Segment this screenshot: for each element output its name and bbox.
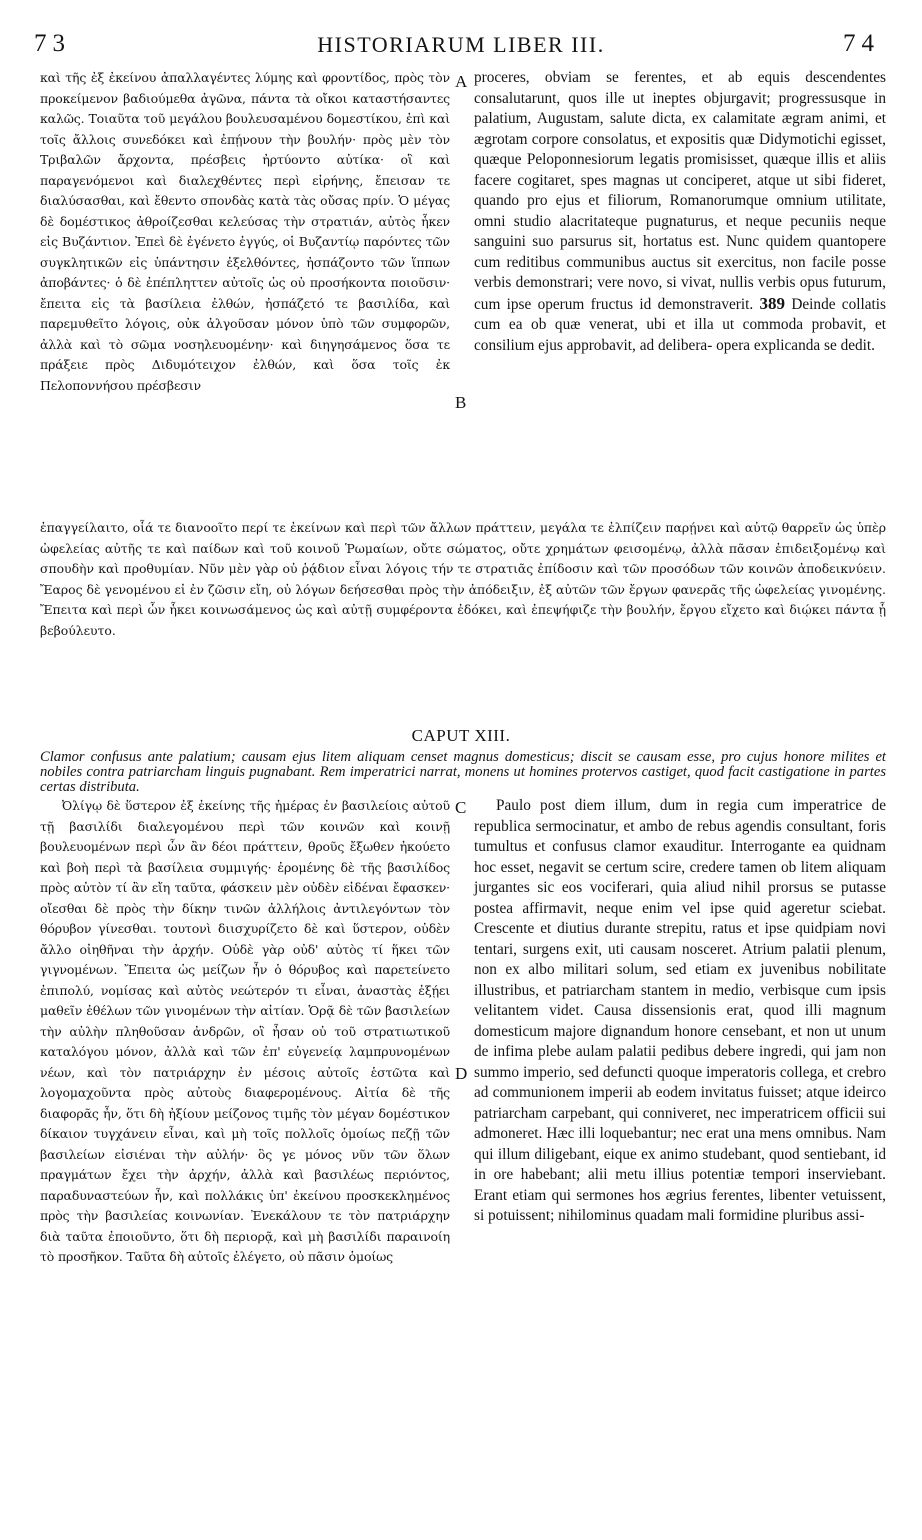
latin-text-section1-cont: Deinde collatis cum ea ob quæ venerat, ubi et illa ut commoda probavit, et consilium ejus approbavit, ad delibera- opera explicanda se dedit.: [474, 295, 886, 354]
margin-marker-a: A: [455, 72, 468, 91]
latin-text-section1: proceres, obviam se ferentes, et ab equis descendentes consalutarunt, quos ille ut ineptes objurgavit; progressusque in palatium, Augustam, salute dicta, ex calamitate ægram animi, et ægrotam corpore consolatus, et expositis quæ Didymotichi egisset, quæque Peloponnesiorum legatis promisisset, quæque illis et aliis facere cogitaret, spes magnas ut conciperet, atque ut sibi fideret, quando pro ejus et filiorum, Romanorumque omnium utilitate, omni studio alacritateque pugnaturus, et neque pecuniis neque sanguini suo parsurus sit, hortatus est. Nunc quidem quantopere cum reditibus communibus auctus sit exercitus, non facile posse verbis demonstrari; vere novo, si vivat, nullis verbis opus futurum, cum ipse operum fructus id demonstraverit.: [474, 69, 886, 313]
margin-marker-b: B: [455, 393, 467, 412]
latin-column-section2: Paulo post diem illum, dum in regia cum imperatrice de republica sermocinatur, et ambo de rebus agendis consultant, foris tumultus et confusus clamor exauditur. Interrogante ea quidnam hoc esset, negavit se certum scire, credere tamen ob litem aliquam jurgantes sic eos vociferari, quia aliud nihil prorsus se putasse postea affirmavit, neque enim vel ipse quid ageretur sciebat. Crescente et diutius durante strepitu, ratus et ipse quidpiam novi tentari, surgens exit, uti causam nosceret. Atrium palatii plenum, non ex albo militari solum, sed etiam ex juvenibus nobilitate illustribus, et patriarcham stantem in medio, verbisque cum ipsis velitantem videt. Causa dissensionis erat, quod illi magnum domesticum majore dignandum honore censebant, et non ut unum de infima plebe aulam palatii pedibus debere ingredi, qui jam non summo imperio, sed defuncti quoque imperatoris collega, et crebro ad communionem imperii ab eodem invitatus fuisset; atque ideirco patriarcham carpebant, qui conniveret, nec imperatricem officii sui admoneret. Hæc illi loquebantur; nec erat una mens omnibus. Nam qui illum diligebant, eique ex animo studebant, quod sentiebant, id in ore habebant; alii metu illius potentiæ tempori inserviebant. Erant etiam qui sermones hos ægrius ferentes, libenter vetuissent, si potuissent; nihilominus quadam mali formidine pluribus assi-: [474, 797, 886, 1224]
margin-marker-d: D: [455, 1064, 468, 1083]
latin-column-section1: [474, 68, 886, 356]
left-page-number: 73: [34, 30, 71, 57]
running-title: HISTORIARUM LIBER III.: [317, 32, 605, 57]
greek-column-section2: Ὀλίγῳ δὲ ὕστερον ἐξ ἐκείνης τῆς ἡμέρας ἐν βασιλείοις αὐτοῦ τῇ βασιλίδι διαλεγομένου περὶ τῶν κοινῶν καὶ κοινῇ βουλευομένων περὶ ὧν ἂν δέοι πράττειν, θροῦς ἔξωθεν ἠκούετο καὶ βοὴ περὶ τὰ βασίλεια συμμιγής· ἐρομένης δὲ τῆς βασιλίδος πρὸς αὐτὸν τί ἂν εἴη ταῦτα, φάσκειν μὲν οὐδὲν εἰδέναι ἔφασκεν· οἴεσθαι δὲ πρὸς τὴν δίκην τινῶν ἀλλήλοις ἀντιλεγόντων τὸν θόρυβον γίνεσθαι. τουτονὶ διισχυρίζετο δὲ καὶ ὕστερον, οὐδὲν ἄλλο οἰηθῆναι τὴν ἀρχήν. Οὐδὲ γὰρ οὐδ' αὐτὸς τί ἥκει τῶν γιγνομένων. Ἔπειτα ὡς μείζων ἦν ὁ θόρυβος καὶ παρετείνετο ἐπιπολύ, νομίσας καὶ αὐτὸς νεώτερόν τι εἶναι, ἀναστὰς ἐξῄει μαθεῖν ἐθέλων τῶν γινομένων τὴν αἰτίαν. Ὁρᾷ δὲ τῶν βασιλείων τὴν αὐλὴν πληθοῦσαν ἀνδρῶν, οἳ ἦσαν οὐ τοῦ στρατιωτικοῦ καταλόγου μόνον, ἀλλὰ καὶ τῶν ἐπ' εὐγενείᾳ λαμπρυνομένων νέων, καὶ τὸν πατριάρχην ἐν μέσοις αὐτοῖς ἑστῶτα καὶ λογομαχοῦντα πρὸς αὐτοὺς διαφερομένους. Αἰτία δὲ τῆς διαφορᾶς ἦν, ὅτι δὴ ἠξίουν μείζονος τιμῆς τὸν μέγαν δομέστικον δίκαιον τυγχάνειν εἶναι, καὶ μὴ τοῖς πολλοῖς ὁμοίως πεζῇ τῶν βασιλείων εἰσιέναι τὴν αὐλήν· ὃς γε μόνος νῦν τῶν ὅλων πραγμάτων ἔχει τὴν ἀρχήν, ἀλλὰ καὶ βασιλέως περιόντος, παραδυναστεύων ἦν, καὶ πολλάκις ὑπ' ἐκείνου προσκεκλημένος πρὸς τὴν βασιλείας κοινωνίαν. Ἐνεκάλουν τε τὸν πατριάρχην διὰ ταῦτα ἐποιοῦντο, ὅτι δὴ περιορᾷ, καὶ μὴ βασιλίδι παραινοίη τὸ προσῆκον. Ταῦτα δὴ αὐτοῖς ἐλέγετο, οὐ πᾶσιν ὁμοίως: [40, 798, 450, 1264]
page-reference: 389: [759, 293, 786, 313]
right-page-number: 74: [843, 30, 880, 57]
page-header: [0, 26, 922, 62]
chapter-title: CAPUT XIII.: [411, 726, 511, 745]
greek-column-section1: καὶ τῆς ἐξ ἐκείνου ἀπαλλαγέντες λύμης καὶ φροντίδος, πρὸς τὸν προκείμενον βαδιούμεθα ἀγῶνα, πάντα τὰ οἴκοι καταστήσαντες καλῶς. Τοιαῦτα τοῦ μεγάλου βουλευσαμένου δομεστίκου, ἐπὶ καὶ τοῖς ἄλλοις συνεδόκει καὶ ἐπῄνουν τὴν βουλήν· πρὸς μὲν τὸν Τριβαλῶν ἄρχοντα, πρέσβεις ἠρτύοντο αὐτίκα· οἳ καὶ παραγενόμενοι καὶ διαλεχθέντες περὶ εἰρήνης, ἔπεισαν τε διαλύσασθαι, καὶ ἔθεντο σπονδὰς κατὰ τὰς οὔσας πρίν. Ὁ μέγας δὲ δομέστικος ἀθροίζεσθαι κελεύσας τὴν στρατιάν, αὐτὸς ἧκεν εἰς Βυζάντιον. Ἐπεὶ δὲ ἐγένετο ἐγγύς, οἱ Βυζαντίῳ παρόντες τῶν συγκλητικῶν εἰς ὑπάντησιν ἐξελθόντες, ἠσπάζοντο τῶν ἵππων ἀποβάντες· ὁ δὲ ἐπέπληττεν αὐτοῖς ὡς οὐ προσήκοντα ποιοῦσιν· ἔπειτα εἰς τὰ βασίλεια ἐλθών, ἠσπάζετό τε βασιλίδα, καὶ παρεμυθεῖτο λόγοις, οὐκ ἀλγοῦσαν μόνον ὑπὸ τῶν συμφορῶν, ἀλλὰ καὶ τὸ σῶμα νοσηλευομένην· καὶ διηγησάμενος ὅσα τε πράξειε πρὸς Διδυμότειχον ἐλθών, καὶ ὅσα τοῖς ἐκ Πελοποννήσου πρέσβεσιν: [40, 70, 450, 393]
margin-marker-c: C: [455, 798, 467, 817]
chapter-summary: Clamor confusus ante palatium; causam ejus litem aliquam censet magnus domesticus; discit se causam esse, pro cujus honore milites et nobiles contra patriarcham linguis pugnabant. Rem imperatrici narrat, monens ut homines protervos castiget, quod facit castigatione in partes certas distributa.: [40, 749, 886, 795]
greek-wide-paragraph: ἐπαγγείλαιτο, οἷά τε διανοοῖτο περί τε ἐκείνων καὶ περὶ τῶν ἄλλων πράττειν, μεγάλα τε ἐλπίζειν παρῄνει καὶ αὐτῷ θαρρεῖν ὡς ὑπὲρ ὠφελείας αὐτῆς τε καὶ παίδων καὶ τοῦ κοινοῦ Ῥωμαίων, οὔτε σώματος, οὔτε χρημάτων φεισομένῳ, ἀλλὰ πᾶσαν ἐπιδειξομένῳ καὶ σπουδὴν καὶ προθυμίαν. Νῦν μὲν γὰρ οὐ ῥᾴδιον εἶναι λόγοις τήν τε στρατιᾶς ἐπίδοσιν καὶ τῶν προσόδων τῶν κοινῶν ἀποδεικνύειν. Ἔαρος δὲ γενομένου εἰ ἐν ζῶσιν εἴη, οὐ λόγων δεήσεσθαι πρὸς τὴν ἀπόδειξιν, ἐξ αὐτῶν τῶν ἔργων φανερᾶς τῆς ὠφελείας γινομένης. Ἔπειτα καὶ περὶ ὧν ἧκει κοινωσάμενος ὡς καὶ αὐτῇ συμφέροντα ἐδόκει, καὶ ἐπεψήφιζε τὴν βουλήν, ἔργου εἴχετο καὶ διῴκει πάντα ᾗ βεβούλευτο.: [40, 520, 886, 638]
